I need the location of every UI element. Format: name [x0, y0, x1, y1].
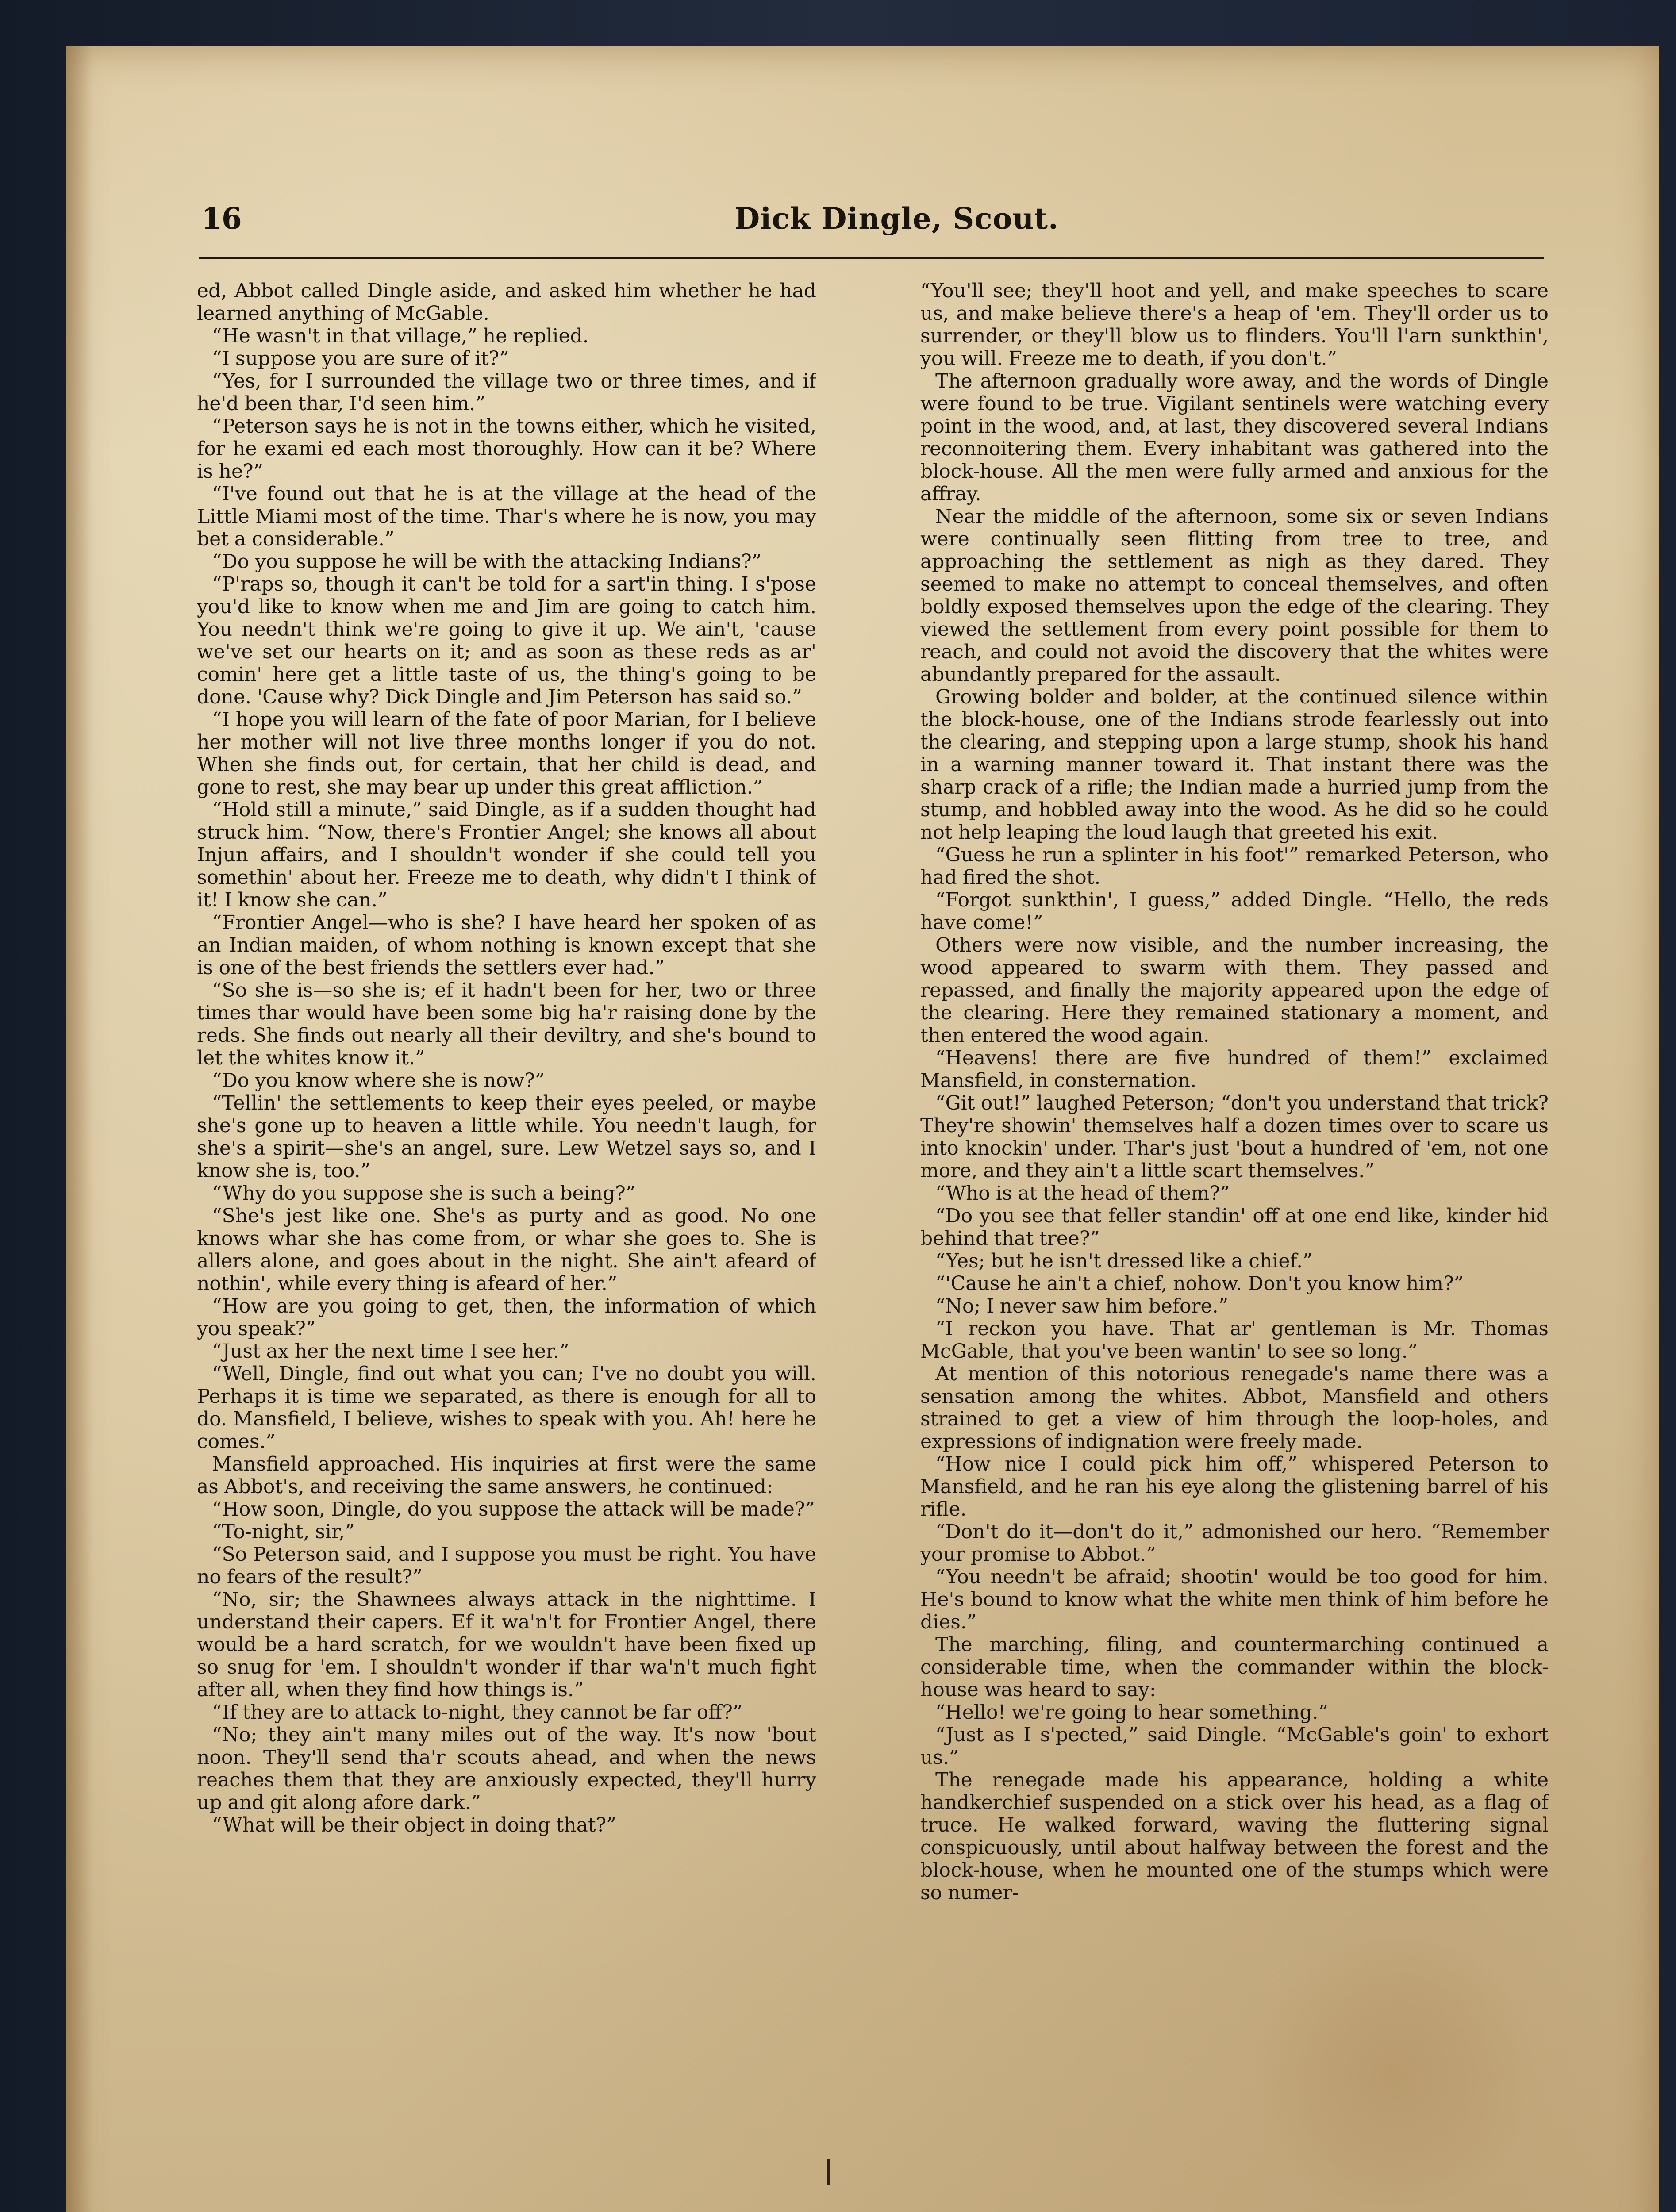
paragraph: The afternoon gradually wore away, and the words of Dingle were found to be true. Vigilant sentinels were watching every point in the wood, and, at last, they discovered several Indians reconnoitering them. Every inhabitant was gathered into the block-house. All the men were fully armed and anxious for the affray.	[920, 370, 1549, 505]
paragraph: “If they are to attack to-night, they cannot be far off?”	[212, 1701, 743, 1724]
paragraph: “I reckon you have. That ar' gentleman is Mr. Thomas McGable, that you've been wantin' to see so long.”	[920, 1317, 1549, 1363]
paragraph: The renegade made his appearance, holding a white handkerchief suspended on a stick over his head, as a flag of truce. He walked forward, waving the fluttering signal conspicuously, until about halfway between the forest and the block-house, when he mounted one of the stumps which were so numer-	[920, 1769, 1549, 1904]
paragraph: “Well, Dingle, find out what you can; I've no doubt you will. Perhaps it is time we separated, as there is enough for all to do. Mansfield, I believe, wishes to speak with you. Ah! here he comes.”	[197, 1363, 816, 1453]
paragraph: “Don't do it—don't do it,” admonished our hero. “Remember your promise to Abbot.”	[920, 1521, 1549, 1566]
paragraph: “You needn't be afraid; shootin' would be too good for him. He's bound to know what the white men think of him before he dies.”	[920, 1566, 1549, 1633]
paragraph: Growing bolder and bolder, at the continued silence within the block-house, one of the Indians strode fearlessly out into the clearing, and stepping upon a large stump, shook his hand in a warning manner toward it. That instant there was the sharp crack of a rifle; the Indian made a hurried jump from the stump, and hobbled away into the wood. As he did so he could not help leaping the loud laugh that greeted his exit.	[920, 686, 1549, 844]
paragraph: “Do you suppose he will be with the attacking Indians?”	[212, 550, 762, 573]
paragraph: “'Cause he ain't a chief, nohow. Don't you know him?”	[935, 1272, 1464, 1295]
paragraph: “No; I never saw him before.”	[935, 1295, 1229, 1317]
page-edge-shadow	[66, 46, 93, 2212]
paragraph: “Heavens! there are five hundred of them!” exclaimed Mansfield, in consternation.	[920, 1047, 1549, 1092]
paragraph: “So Peterson said, and I suppose you must be right. You have no fears of the result?”	[197, 1543, 816, 1588]
paragraph: ed, Abbot called Dingle aside, and asked him whether he had learned anything of McGable.	[197, 280, 816, 325]
paragraph: Mansfield approached. His inquiries at first were the same as Abbot's, and receiving the same answers, he continued:	[197, 1453, 816, 1498]
margin-mark	[827, 2159, 830, 2185]
text-column-left	[197, 280, 816, 2173]
paragraph: “Hold still a minute,” said Dingle, as if a sudden thought had struck him. “Now, there's Frontier Angel; she knows all about Injun affairs, and I shouldn't wonder if she could tell you somethin' about her. Freeze me to death, why didn't I think of it! I know she can.”	[197, 799, 816, 911]
paragraph: “Frontier Angel—who is she? I have heard her spoken of as an Indian maiden, of whom nothing is known except that she is one of the best friends the settlers ever had.”	[197, 911, 816, 979]
running-title: Dick Dingle, Scout.	[734, 201, 1059, 236]
paragraph: Near the middle of the afternoon, some six or seven Indians were continually seen flitting from tree to tree, and approaching the settlement as nigh as they dared. They seemed to make no attempt to conceal themselves, and often boldly exposed themselves upon the edge of the clearing. They viewed the settlement from every point possible for them to reach, and could not avoid the discovery that the whites were abundantly prepared for the assault.	[920, 505, 1549, 686]
paragraph: “Do you know where she is now?”	[212, 1069, 545, 1092]
paragraph: “Who is at the head of them?”	[935, 1182, 1230, 1205]
paragraph: “He wasn't in that village,” he replied.	[212, 325, 589, 347]
paragraph: Others were now visible, and the number increasing, the wood appeared to swarm with them. They passed and repassed, and finally the majority appeared upon the edge of the clearing. Here they remained stationary a moment, and then entered the wood again.	[920, 934, 1549, 1047]
paragraph: “Guess he run a splinter in his foot'” remarked Peterson, who had fired the shot.	[920, 844, 1549, 889]
paragraph: “I suppose you are sure of it?”	[212, 347, 509, 370]
paragraph: “Tellin' the settlements to keep their eyes peeled, or maybe she's gone up to heaven a little while. You needn't laugh, for she's a spirit—she's an angel, sure. Lew Wetzel says so, and I know she is, too.”	[197, 1092, 816, 1182]
text-column-right	[920, 280, 1549, 2173]
paragraph: “How soon, Dingle, do you suppose the attack will be made?”	[212, 1498, 815, 1521]
paragraph: “How are you going to get, then, the information of which you speak?”	[197, 1295, 816, 1340]
paragraph: At mention of this notorious renegade's name there was a sensation among the whites. Abbot, Mansfield and others strained to get a view of him through the loop-holes, and expressions of indignation were freely made.	[920, 1363, 1549, 1453]
paragraph: “Git out!” laughed Peterson; “don't you understand that trick? They're showin' themselves half a dozen times over to scare us into knockin' under. Thar's just 'bout a hundred of 'em, not one more, and they ain't a little scart themselves.”	[920, 1092, 1549, 1182]
paragraph: “She's jest like one. She's as purty and as good. No one knows whar she has come from, or whar she goes to. She is allers alone, and goes about in the night. She ain't afeard of nothin', while every thing is afeard of her.”	[197, 1205, 816, 1295]
paragraph: “P'raps so, though it can't be told for a sart'in thing. I s'pose you'd like to know when me and Jim are going to catch him. You needn't think we're going to give it up. We ain't, 'cause we've set our hearts on it; and as soon as these reds as ar' comin' here get a little taste of us, the thing's going to be done. 'Cause why? Dick Dingle and Jim Peterson has said so.”	[197, 573, 816, 708]
paragraph: “How nice I could pick him off,” whispered Peterson to Mansfield, and he ran his eye along the glistening barrel of his rifle.	[920, 1453, 1549, 1521]
paragraph: “To-night, sir,”	[212, 1521, 355, 1543]
paragraph: “Hello! we're going to hear something.”	[935, 1701, 1328, 1724]
paragraph: “Peterson says he is not in the towns either, which he visited, for he exami ed each most thoroughly. How can it be? Where is he?”	[197, 415, 816, 483]
paragraph: “No; they ain't many miles out of the way. It's now 'bout noon. They'll send tha'r scouts ahead, and when the news reaches them that they are anxiously expected, they'll hurry up and git along afore dark.”	[197, 1724, 816, 1814]
paragraph: “So she is—so she is; ef it hadn't been for her, two or three times thar would have been some big ha'r raising done by the reds. She finds out nearly all their deviltry, and she's bound to let the whites know it.”	[197, 979, 816, 1069]
paragraph: “Why do you suppose she is such a being?”	[212, 1182, 636, 1205]
paragraph: “Do you see that feller standin' off at one end like, kinder hid behind that tree?”	[920, 1205, 1549, 1250]
paragraph: “Just ax her the next time I see her.”	[212, 1340, 569, 1363]
paragraph: “Yes, for I surrounded the village two or three times, and if he'd been thar, I'd seen him.”	[197, 370, 816, 415]
paragraph: “Yes; but he isn't dressed like a chief.”	[935, 1250, 1313, 1272]
paragraph: “No, sir; the Shawnees always attack in the nighttime. I understand their capers. Ef it wa'n't for Frontier Angel, there would be a hard scratch, for we wouldn't have been fixed up so snug for 'em. I shouldn't wonder if thar wa'n't much fight after all, when they find how things is.”	[197, 1588, 816, 1701]
paragraph: “You'll see; they'll hoot and yell, and make speeches to scare us, and make believe there's a heap of 'em. They'll order us to surrender, or they'll blow us to flinders. You'll l'arn sunkthin', you will. Freeze me to death, if you don't.”	[920, 280, 1549, 370]
paragraph: “Forgot sunkthin', I guess,” added Dingle. “Hello, the reds have come!”	[920, 889, 1549, 934]
header-rule	[199, 257, 1544, 259]
paragraph: “I hope you will learn of the fate of poor Marian, for I believe her mother will not live three months longer if you do not. When she finds out, for certain, that her child is dead, and gone to rest, she may bear up under this great affliction.”	[197, 708, 816, 799]
paragraph: “What will be their object in doing that?”	[212, 1814, 616, 1836]
paragraph: “Just as I s'pected,” said Dingle. “McGable's goin' to exhort us.”	[920, 1724, 1549, 1769]
paragraph: “I've found out that he is at the village at the head of the Little Miami most of the time. Thar's where he is now, you may bet a considerable.”	[197, 483, 816, 550]
paragraph: The marching, filing, and countermarching continued a considerable time, when the commander within the block-house was heard to say:	[920, 1633, 1549, 1701]
page-number: 16	[201, 201, 242, 236]
